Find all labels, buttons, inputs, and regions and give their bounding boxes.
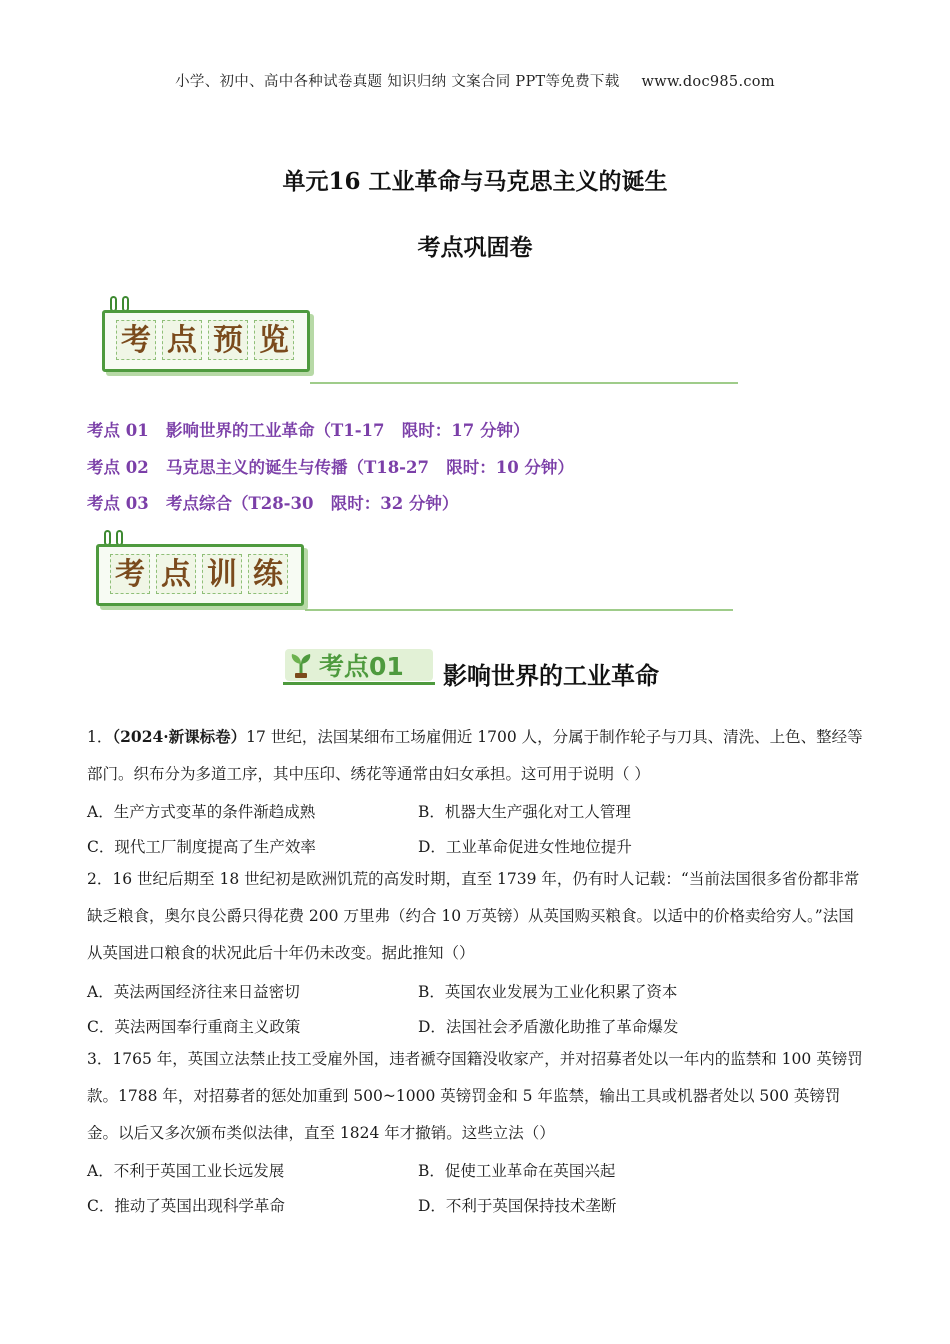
banner-rule (305, 609, 733, 611)
question-number: 1． (87, 728, 113, 746)
option-d[interactable]: D．不利于英国保持技术垄断 (418, 1197, 617, 1215)
option-c[interactable]: C．现代工厂制度提高了生产效率 (87, 838, 316, 856)
question-stem: 17 世纪，法国某细布工场雇佣近 1700 人，分属于制作轮子与刀具、清洗、上色、整经等部门。织布分为多道工序，其中压印、绣花等通常由妇女承担。这可用于说明（ ） (87, 728, 863, 783)
outline-item-01: 考点 01 影响世界的工业革命（T1-17 限时：17 分钟） (87, 421, 530, 440)
option-b[interactable]: B．促使工业革命在英国兴起 (418, 1162, 616, 1180)
banner-char: 练 (248, 554, 288, 594)
question-stem: 16 世纪后期至 18 世纪初是欧洲饥荒的高发时期，直至 1739 年，仍有时人记载：“当前法国很多省份都非常缺乏粮食，奥尔良公爵只得花费 200 万里弗（约合 10 万英镑）从英国购买粮食。以适中的价格卖给穷人。”法国从英国进口粮食的状况此后十年仍未改变。据此推知（） (87, 870, 860, 962)
page-header (0, 70, 950, 91)
option-a[interactable]: A．英法两国经济往来日益密切 (87, 983, 300, 1001)
banner-char: 考 (110, 554, 150, 594)
banner-char: 训 (202, 554, 242, 594)
unit-title: 单元16 工业革命与马克思主义的诞生 (282, 168, 668, 195)
banner-char: 考 (116, 320, 156, 360)
sprout-icon (287, 651, 315, 679)
banner-training (96, 530, 306, 606)
question-number: 3． (87, 1050, 113, 1068)
section-badge (283, 645, 435, 685)
outline-item-03: 考点 03 考点综合（T28-30 限时：32 分钟） (87, 494, 459, 513)
paper-subtitle: 考点巩固卷 (417, 234, 533, 261)
question-source: （2024·新课标卷） (112, 727, 247, 746)
section-badge-text: 考点01 (319, 652, 404, 681)
question-3 (87, 1041, 867, 1152)
option-a[interactable]: A．生产方式变革的条件渐趋成熟 (87, 803, 316, 821)
banner-rule (310, 382, 738, 384)
option-b[interactable]: B．机器大生产强化对工人管理 (418, 803, 631, 821)
banner-preview (102, 296, 312, 372)
banner-char: 预 (208, 320, 248, 360)
header-site: www.doc985.com (641, 74, 775, 90)
option-d[interactable]: D．工业革命促进女性地位提升 (418, 838, 632, 856)
section-title: 影响世界的工业革命 (443, 662, 659, 690)
banner-char: 点 (162, 320, 202, 360)
banner-char: 点 (156, 554, 196, 594)
option-a[interactable]: A．不利于英国工业长远发展 (87, 1162, 285, 1180)
question-2 (87, 861, 867, 972)
option-b[interactable]: B．英国农业发展为工业化积累了资本 (418, 983, 678, 1001)
option-d[interactable]: D．法国社会矛盾激化助推了革命爆发 (418, 1018, 679, 1036)
banner-char: 览 (254, 320, 294, 360)
option-c[interactable]: C．英法两国奉行重商主义政策 (87, 1018, 301, 1036)
question-number: 2． (87, 870, 113, 888)
question-stem: 1765 年，英国立法禁止技工受雇外国，违者褫夺国籍没收家产，并对招募者处以一年内的监禁和 100 英镑罚款。1788 年，对招募者的惩处加重到 500~1000 英镑罚金和 5 年监禁，输出工具或机器者处以 500 英镑罚金。以后又多次颁布类似法律，直至 1824 年才撤销。这些立法（） (87, 1050, 863, 1142)
question-1 (87, 718, 867, 793)
option-c[interactable]: C．推动了英国出现科学革命 (87, 1197, 285, 1215)
header-text: 小学、初中、高中各种试卷真题 知识归纳 文案合同 PPT等免费下载 (175, 74, 620, 90)
outline-item-02: 考点 02 马克思主义的诞生与传播（T18-27 限时：10 分钟） (87, 458, 574, 477)
